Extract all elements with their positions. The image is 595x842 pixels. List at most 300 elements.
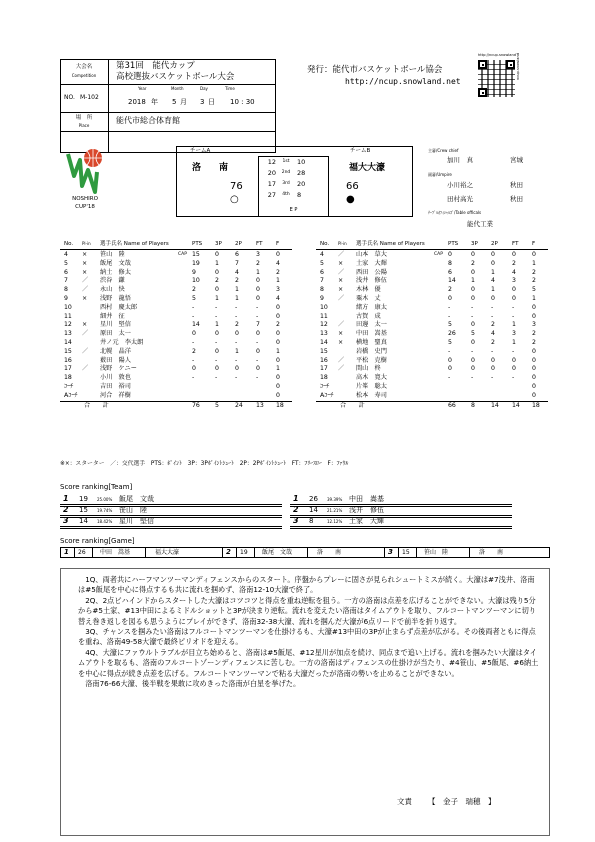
player-2p: 1 [235,286,239,294]
player-number: 7 [320,277,324,285]
player-row [316,286,548,294]
player-fouls: 0 [276,339,280,346]
cell-divider [398,547,399,558]
player-fouls: 0 [532,365,536,373]
player-ft: - [256,303,259,311]
starter-mark: ／ [82,286,89,294]
player-name: 薮田 陽人 [100,356,131,364]
player-name: 古賀 成 [356,312,381,320]
player-number: 5 [320,259,324,267]
player-name: 浅野 龍悟 [100,295,131,302]
report-paragraph: 1Q、両者共にハーフマンツーマンディフェンスからのスタート。序盤からプレーに固さが見られシュートミスが続く。大濠は#7浅井、洛南は#5飯尾を中心に得点するも共に流れを掴めず、洛南12-10大濠で終了。 [78,575,535,595]
player-pts: - [448,347,451,355]
player-pts: 14 [448,277,456,285]
box-header-cell: PTS [448,241,459,247]
time-value: 10 : 30 [230,98,255,106]
player-2p: - [235,312,238,320]
player-row [316,339,548,347]
game-rank: 2 [226,548,231,556]
table-officials-label: ﾃｰﾌﾞﾙｵﾌｨｼｬﾙｽﾞ/Table officals [428,210,482,215]
player-3p: 0 [215,251,219,258]
player-name: 笹山 陸 [100,251,125,258]
noshiro-cup-logo [62,146,108,196]
player-2p: - [235,356,238,364]
player-pts: - [192,303,195,311]
player-pts: 14 [192,321,200,329]
player-row [316,295,548,303]
player-name: 粟木 丈 [356,295,381,302]
team-b-box-header-rule [316,249,548,250]
game-rank-team: 福大大濠 [155,549,180,556]
team-a-label: チームA [190,148,211,154]
box-header-cell: FT [256,241,263,247]
player-name: 納土 修太 [100,268,131,276]
game-rank-team: 洛 南 [479,549,504,556]
player-number: 18 [320,374,328,382]
umpire-1-name: 小川裕之 [447,181,473,189]
player-2p: 6 [235,251,239,258]
player-ft: 0 [256,330,260,338]
player-fouls: 0 [532,312,536,320]
player-fouls: 0 [532,383,536,390]
qr-code[interactable] [478,60,515,97]
team-b-total: 66 [346,181,359,192]
publisher: 発行：能代市バスケットボール協会 [307,65,443,75]
team-b-label: チームB [350,148,371,154]
ranking-rank: 3 [293,516,299,525]
player-2p: 0 [491,365,495,373]
umpire-2-pref: 秋田 [510,195,523,203]
player-row [316,251,548,259]
ranking-rank: 1 [293,494,299,503]
player-2p: - [235,303,238,311]
day-value: 3 [200,98,205,106]
period-label: 1st [282,159,290,164]
player-pts: 6 [448,268,452,276]
player-pts: 0 [448,365,452,373]
player-2p: - [491,374,494,382]
player-row [60,269,292,277]
total-label: 合 計 [340,401,365,409]
player-ft: - [512,374,515,382]
cell-divider [469,547,470,558]
player-number: 8 [64,286,68,294]
player-pts: 0 [448,356,452,364]
player-row [316,330,548,338]
player-3p: - [215,356,218,364]
player-name: 吉田 裕司 [100,383,131,390]
player-pts: - [448,374,451,382]
player-number: 13 [64,330,72,338]
player-fouls: 1 [532,295,536,302]
player-row [60,392,292,400]
overtime-label: E P [289,207,298,213]
player-fouls: 3 [276,286,280,294]
player-3p: 0 [471,286,475,294]
player-ft: 1 [512,321,516,329]
player-name: 岩橋 史門 [356,347,387,355]
player-row [60,286,292,294]
player-row [316,348,548,356]
player-fouls: 0 [276,356,280,364]
player-name: 北幌 晶洋 [100,347,131,355]
crew-chief-pref: 宮城 [510,156,523,164]
place-label-en: Place [78,123,90,128]
ranking-game-divider [222,547,223,558]
player-fouls: 0 [532,374,536,382]
writer-name: 【 金子 瑞穂 】 [428,797,496,806]
player-number: Aｺｰﾁ [320,391,334,399]
player-3p: 0 [471,356,475,364]
player-ft: - [512,312,515,320]
player-fouls: 2 [276,268,280,276]
player-name: 渋谷 鎌 [100,277,125,285]
player-ft: 4 [512,268,516,276]
player-row [316,365,548,373]
player-fouls: 0 [276,330,280,338]
cell-divider [236,547,237,558]
player-2p: 2 [491,339,495,346]
player-ft: 1 [256,268,260,276]
period-score-b: 28 [297,169,306,177]
player-ft: - [512,347,515,355]
player-number: 18 [64,374,72,382]
team-a-result-mark: ○ [230,194,239,205]
qr-caption-top: http://ncup.snowland [478,53,517,57]
player-fouls: 2 [532,277,536,285]
team-b-result-mark: ● [346,194,355,205]
player-ft: 0 [512,295,516,302]
report-paragraph: 2Q、2点ビハインドからスタートした大濠はコツコツと得点を重ね逆転を狙う。一方の洛南は点差を広げることができない。大濠は残り5分から#5土家、#13中田によるミドルショットと3Pが決まり逆転。流れを変えたい洛南はタイムアウトを取り、フルコートマンツーマンに切り替え巻き返しを図るも思うようにプレイができず、洛南32-38大濠、流れを掴んだ大濠が6点リードで前半を折り返す。 [78,595,536,626]
player-2p: 4 [235,268,239,276]
player-row [60,374,292,382]
player-fouls: 0 [532,356,536,364]
player-ft: 2 [512,259,516,267]
total-pts: 66 [448,401,456,409]
player-3p: - [215,339,218,346]
player-2p: 2 [235,277,239,285]
player-number: 5 [64,259,68,267]
player-name: 星川 堅信 [100,321,131,329]
player-number: 17 [64,365,72,373]
starter-mark: × [338,277,344,285]
player-fouls: 2 [276,321,280,329]
ranking-rank: 2 [63,505,69,514]
ranking-team-title: Score ranking[Team] [60,483,133,491]
starter-mark: × [82,321,88,329]
publisher-url[interactable]: http://ncup.snowland.net [345,77,461,86]
player-2p: 0 [491,356,495,364]
player-3p: 0 [471,295,475,302]
player-2p: 0 [235,330,239,338]
player-2p: - [235,374,238,382]
ranking-points: 26 [309,495,318,503]
player-row [316,313,548,321]
player-pts: 9 [192,268,196,276]
player-number: 10 [320,303,328,311]
ranking-points: 14 [79,517,88,525]
player-fouls: 0 [276,251,280,258]
ranking-rank: 2 [293,505,299,514]
player-pts: 2 [448,286,452,294]
year-unit: 年 [151,98,158,106]
player-number: 13 [320,330,328,338]
player-number: Aｺｰﾁ [64,391,78,399]
player-2p: - [491,347,494,355]
player-fouls: 4 [276,259,280,267]
total-ft: 13 [256,401,264,409]
month-value: 5 [172,98,177,106]
starter-mark: ／ [82,277,89,285]
player-pts: 8 [448,259,452,267]
player-ft: - [256,312,259,320]
player-pts: - [448,312,451,320]
player-2p: 1 [491,286,495,294]
player-number: 16 [64,356,72,364]
player-row [60,330,292,338]
game-rank-player: 中田 嵩基 [100,549,131,556]
player-ft: 3 [512,330,516,338]
player-2p: 0 [491,295,495,302]
player-3p: 5 [471,330,475,338]
starter-mark: ／ [82,347,89,355]
team-a-box-header [60,240,292,248]
player-3p: 0 [215,365,219,373]
table-officials-value: 能代工業 [467,220,493,228]
ranking-points: 14 [309,506,318,514]
player-pts: 2 [192,347,196,355]
total-fouls: 18 [276,401,284,409]
player-2p: 2 [491,321,495,329]
player-3p: 0 [471,268,475,276]
player-name: 浅野 ケニー [100,365,137,373]
player-fouls: 2 [532,330,536,338]
player-pts: 26 [448,330,456,338]
period-label: 3rd [282,181,290,186]
player-name: 浅井 修伍 [356,277,387,285]
player-fouls: 2 [532,268,536,276]
player-ft: 0 [512,251,516,258]
ranking-underline [290,517,512,518]
player-2p: 0 [491,251,495,258]
player-ft: 0 [256,295,260,302]
player-fouls: 0 [532,251,536,258]
player-ft: 1 [512,339,516,346]
player-name: 小川 敦也 [100,374,131,382]
ranking-rank: 1 [63,494,69,503]
game-rank-points: 15 [402,549,410,556]
player-fouls: 3 [532,321,536,329]
player-number: 17 [320,365,328,373]
player-row [60,348,292,356]
cell-divider [254,547,255,558]
player-pts: - [192,374,195,382]
player-name: 土家 大輝 [356,259,387,267]
box-header-cell: 3P [471,241,478,247]
team-a-total-row [60,402,292,410]
player-pts: 5 [448,339,452,346]
player-name: 飯尾 文哉 [100,259,131,267]
starter-mark: ／ [82,330,89,338]
year-head: Year [138,86,147,91]
ranking-player: 浅井 修伍 [349,506,384,514]
game-report-text [78,575,540,689]
player-name: 永山 快 [100,286,125,294]
player-3p: 2 [471,259,475,267]
competition-label-en: Competition [71,73,97,78]
place-value: 能代市総合体育館 [116,116,180,125]
player-ft: 0 [256,365,260,373]
player-2p: 0 [235,365,239,373]
player-ft: 0 [512,365,516,373]
player-3p: - [215,303,218,311]
player-3p: 1 [215,259,219,267]
player-name: 松本 寿司 [356,391,387,399]
player-row [316,357,548,365]
player-name: 西田 公陽 [356,268,387,276]
period-label: 2nd [281,170,291,175]
ranking-game-table [60,547,550,558]
player-pts: 10 [192,277,200,285]
box-header-cell: No. [320,241,330,247]
ranking-player: 笹山 陸 [119,506,147,514]
report-paragraph: 3Q、チャンスを掴みたい洛南はフルコートマンツーマンを仕掛けるも、大濠#13中田の3Pが止まらず点差が広がる。その後両者ともに得点を重ね、洛南49-58大濠で最終ピリオドを迎える。 [78,627,536,647]
box-header-cell: FT [512,241,519,247]
player-row [60,313,292,321]
game-rank-points: 19 [240,549,248,556]
player-ft: 0 [256,347,260,355]
player-number: 7 [64,277,68,285]
total-ft: 14 [512,401,520,409]
player-row [316,392,548,400]
box-header-cell: F [532,241,536,247]
box-header-cell: Pl-in [82,241,91,246]
competition-name-line2: 高校選抜バスケットボール大会 [116,72,235,82]
player-row [60,277,292,285]
box-header-cell: 選手氏名 Name of Players [100,241,169,247]
player-pts: - [192,312,195,320]
report-paragraph: 洛南76-66大濠、後半戦を果敢に攻めきった洛南が白星を挙げた。 [78,679,301,689]
starter-mark: × [82,251,88,258]
player-number: 14 [64,339,72,346]
player-row [316,374,548,382]
ranking-underline [60,528,282,529]
player-row [60,295,292,303]
player-number: 14 [320,339,328,346]
player-number: 8 [320,286,324,294]
player-3p: 0 [471,321,475,329]
player-pts: 19 [192,259,200,267]
player-ft: 2 [256,259,260,267]
competition-label: 大会名 [75,64,93,70]
player-ft: - [256,374,259,382]
starter-mark: ／ [338,321,345,329]
player-fouls: 4 [276,295,280,302]
starter-mark: × [82,268,88,276]
player-3p: 1 [471,277,475,285]
player-2p: 4 [491,277,495,285]
player-fouls: 0 [532,347,536,355]
ranking-points: 15 [79,506,88,514]
player-3p: - [471,347,474,355]
starter-mark: ／ [338,295,345,302]
player-fouls: 0 [276,383,280,390]
box-header-cell: F [276,241,280,247]
competition-name-line1: 第31回 能代カップ [116,61,195,71]
player-name: 細井 征 [100,312,125,320]
player-name: 中田 嵩基 [356,330,387,338]
umpire-2-name: 田村高光 [447,195,473,203]
player-ft: 0 [512,286,516,294]
player-name: 山本 草大 [356,251,387,258]
player-fouls: 0 [276,312,280,320]
starter-mark: ／ [338,268,345,276]
ranking-points: 19 [79,495,88,503]
player-number: 12 [64,321,72,329]
player-3p: 0 [471,251,475,258]
starter-mark: × [338,339,344,346]
total-fouls: 18 [532,401,540,409]
period-score-b: 8 [297,191,302,199]
player-name: 緒方 康太 [356,303,387,311]
box-header-cell: 選手氏名 Name of Players [356,241,425,247]
month-unit: 月 [180,98,187,106]
player-number: ｺｰﾁ [320,383,330,390]
player-name: 間山 柊 [356,365,381,373]
player-pts: - [448,303,451,311]
player-name: 田邊 太一 [356,321,387,329]
starter-mark: ／ [338,251,345,258]
player-3p: 1 [215,321,219,329]
total-label: 合 計 [84,401,109,409]
game-rank: 1 [64,548,69,556]
player-3p: 1 [215,295,219,302]
ranking-underline [290,528,512,529]
player-number: 6 [64,268,68,276]
ranking-percent: 25.00% [97,497,113,502]
player-number: 4 [320,251,324,258]
crew-chief-name: 加川 真 [447,156,473,164]
player-ft: 7 [256,321,260,329]
player-2p: 4 [491,330,495,338]
captain-badge: CAP [434,252,443,257]
player-name: 木林 優 [356,286,381,294]
player-row [316,260,548,268]
time-head: Time [225,86,235,91]
starter-mark: × [82,259,88,267]
team-b-box-header [316,240,548,248]
player-fouls: 0 [532,391,536,399]
starter-mark: × [338,286,344,294]
umpire-1-pref: 秋田 [510,181,523,189]
box-header-cell: PTS [192,241,203,247]
place-label: 場 所 [75,115,93,121]
player-fouls: 0 [276,374,280,382]
player-fouls: 0 [276,391,280,399]
player-ft: 0 [256,286,260,294]
ranking-game-divider [384,547,385,558]
player-row [60,339,292,347]
ranking-rank: 3 [63,516,69,525]
team-a-total: 76 [230,181,243,192]
player-row [60,260,292,268]
cell-divider [74,547,75,558]
player-pts: 0 [448,295,452,302]
player-fouls: 1 [276,365,280,373]
game-rank-player: 飯尾 文哉 [262,549,293,556]
box-header-cell: 3P [215,241,222,247]
player-fouls: 1 [276,277,280,285]
